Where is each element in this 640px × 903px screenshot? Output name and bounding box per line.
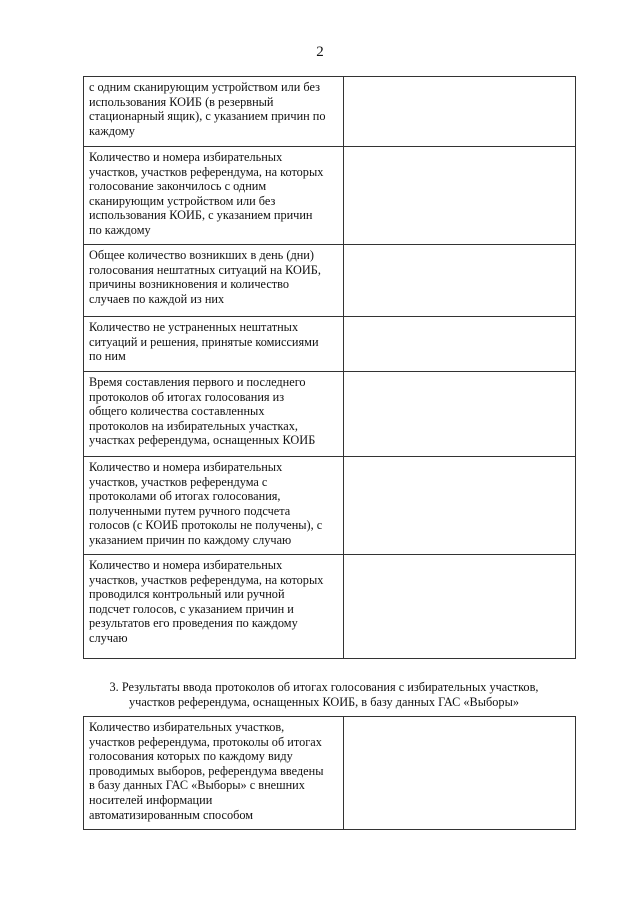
row-label: с одним сканирующим устройством или без использования КОИБ (в резервный стационарный ящик), с указанием причин по каждому bbox=[84, 77, 344, 147]
table-row bbox=[84, 717, 576, 830]
row-label: Количество и номера избирательных участков, участков референдума, на которых голосование закончилось с одним сканирующим устройством или без использования КОИБ, с указанием причин по каждому bbox=[84, 147, 344, 245]
table-row bbox=[84, 77, 576, 147]
page-number: 2 bbox=[316, 44, 324, 60]
koib-report-table bbox=[83, 76, 576, 659]
row-value bbox=[344, 317, 576, 372]
row-value bbox=[344, 457, 576, 555]
table-row bbox=[84, 317, 576, 372]
gas-vybory-input-table bbox=[83, 716, 576, 830]
row-label: Время составления первого и последнего протоколов об итогах голосования из общего количества составленных протоколов на избирательных участках, участках референдума, оснащенных КОИБ bbox=[84, 372, 344, 457]
row-label: Общее количество возникших в день (дни) голосования нештатных ситуаций на КОИБ, причины возникновения и количество случаев по каждой из них bbox=[84, 245, 344, 317]
table-row bbox=[84, 245, 576, 317]
row-value bbox=[344, 77, 576, 147]
section-heading: 3. Результаты ввода протоколов об итогах голосования с избирательных участков, участков референдума, оснащенных КОИБ, в базу данных ГАС «Выборы» bbox=[109, 680, 539, 709]
table-row bbox=[84, 147, 576, 245]
row-value bbox=[344, 147, 576, 245]
table-row bbox=[84, 372, 576, 457]
row-label: Количество и номера избирательных участков, участков референдума с протоколами об итогах голосования, полученными путем ручного подсчета голосов (с КОИБ протоколы не получены), с указанием причин по каждому случаю bbox=[84, 457, 344, 555]
table-row bbox=[84, 555, 576, 659]
row-value bbox=[344, 245, 576, 317]
row-label: Количество избирательных участков, участков референдума, протоколы об итогах голосования которых по каждому виду проводимых выборов, референдума введены в базу данных ГАС «Выборы» с внешних носителей информации автоматизированным способом bbox=[84, 717, 344, 830]
row-label: Количество и номера избирательных участков, участков референдума, на которых проводился контрольный или ручной подсчет голосов, с указанием причин и результатов его проведения по каждому случаю bbox=[84, 555, 344, 659]
row-label: Количество не устраненных нештатных ситуаций и решения, принятые комиссиями по ним bbox=[84, 317, 344, 372]
row-value bbox=[344, 555, 576, 659]
row-value bbox=[344, 717, 576, 830]
row-value bbox=[344, 372, 576, 457]
table-row bbox=[84, 457, 576, 555]
